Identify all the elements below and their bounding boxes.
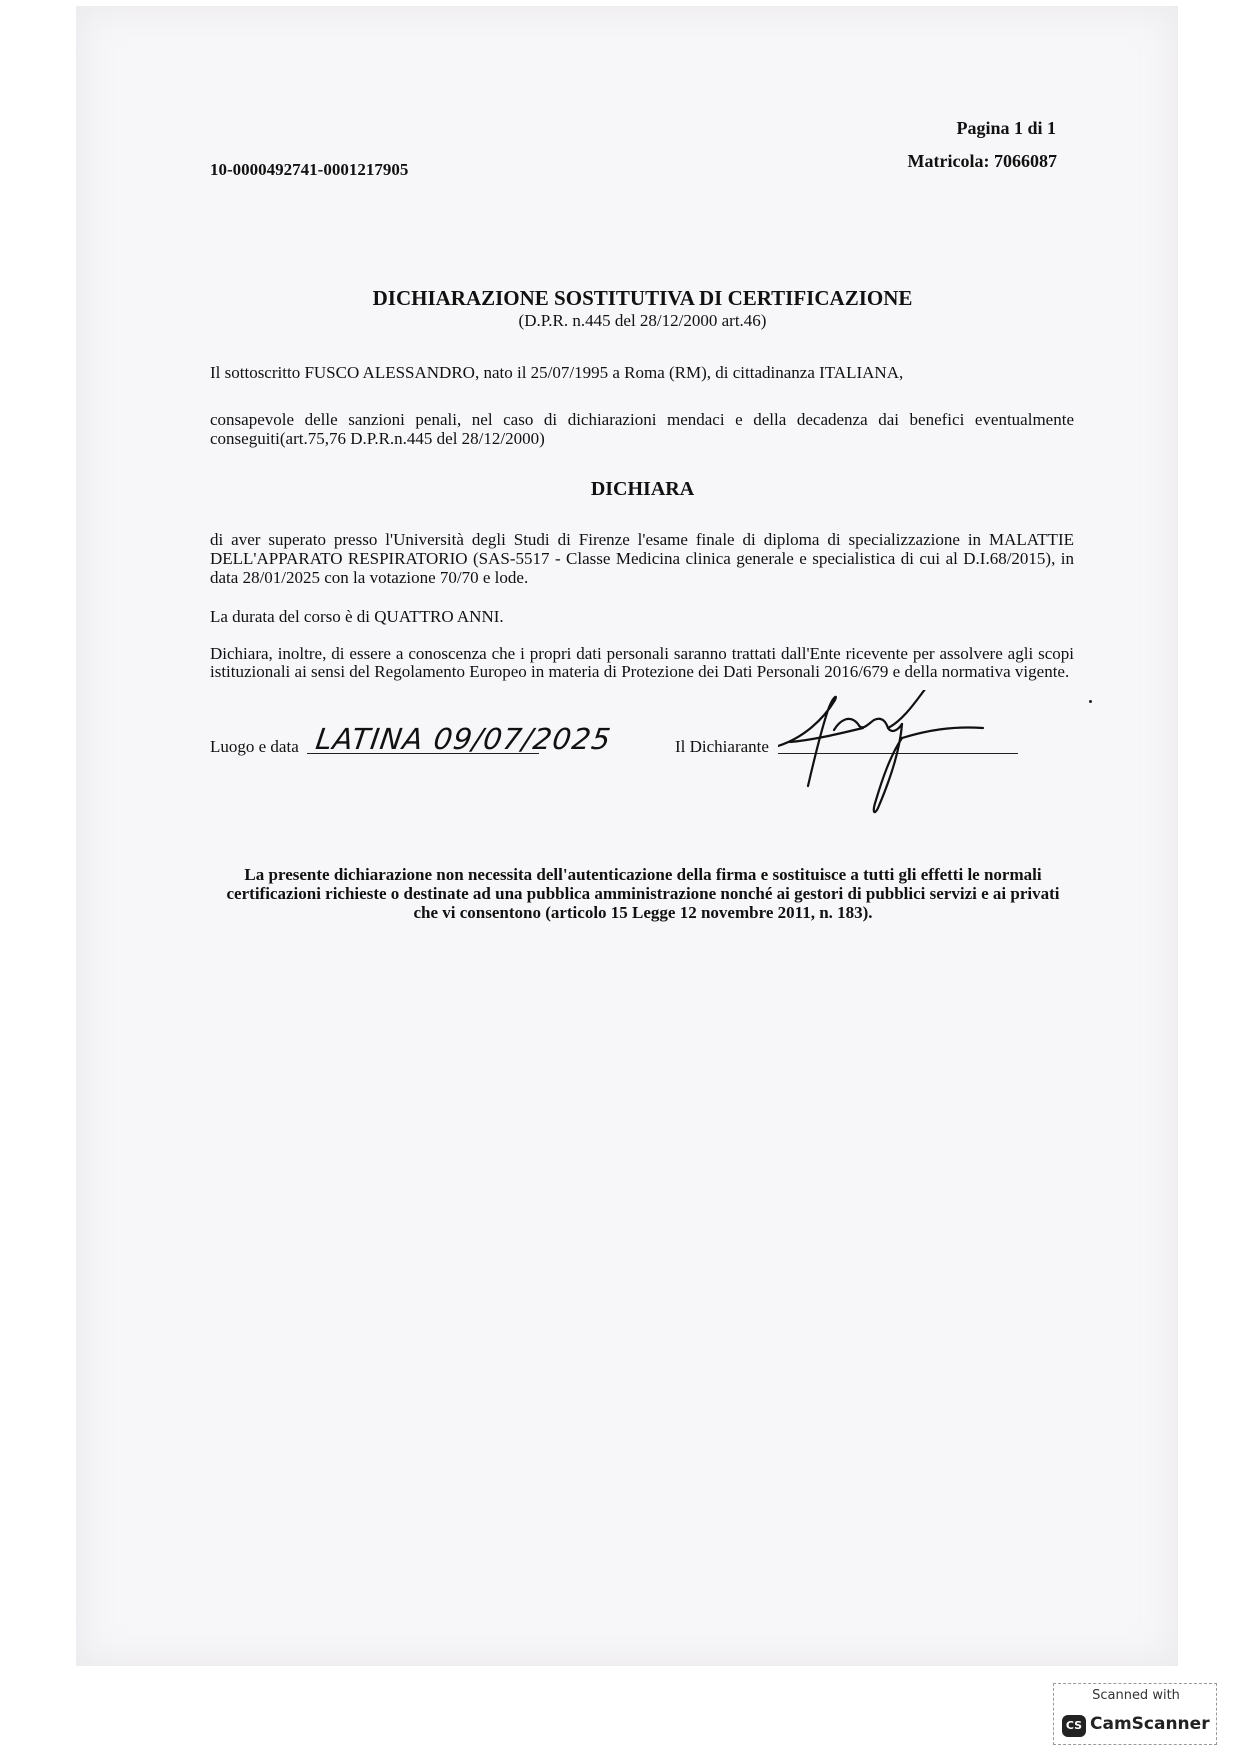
place-date-label: Luogo e data [210, 737, 299, 756]
duration-paragraph: La durata del corso è di QUATTRO ANNI. [210, 607, 504, 626]
camscanner-logo-icon: CS [1062, 1715, 1086, 1737]
scanned-sheet [76, 6, 1178, 1666]
scanner-name: CamScanner [1090, 1714, 1210, 1734]
legal-notice: La presente dichiarazione non necessita dell'autenticazione della firma e sostituisce a tutti gli effetti le normali certificazioni richieste o destinate ad una pubblica amministrazione nonché ai gestori di pubblici servizi e ai privati che vi consentono (articolo 15 Legge 12 novembre 2011, n. 183). [226, 865, 1060, 922]
scanner-caption: Scanned with [1092, 1688, 1180, 1703]
document-subtitle: (D.P.R. n.445 del 28/12/2000 art.46) [518, 311, 767, 330]
document-title: DICHIARAZIONE SOSTITUTIVA DI CERTIFICAZIONE [372, 286, 913, 310]
privacy-paragraph: Dichiara, inoltre, di essere a conoscenza che i propri dati personali saranno trattati dall'Ente ricevente per assolvere agli scopi istituzionali ai sensi del Regolamento Europeo in materia di Protezione dei Dati Personali 2016/679 e della normativa vigente. [210, 644, 1074, 681]
declaration-paragraph: di aver superato presso l'Università degli Studi di Firenze l'esame finale di diploma di specializzazione in MALATTIE DELL'APPARATO RESPIRATORIO (SAS-5517 - Classe Medicina clinica generale e specialistica di cui al D.I.68/2015), in data 28/01/2025 con la votazione 70/70 e lode. [210, 530, 1074, 587]
registration-number: Matricola: 7066087 [907, 151, 1057, 171]
handwritten-signature [778, 690, 1018, 820]
declares-heading: DICHIARA [590, 478, 695, 500]
document-code: 10-0000492741-0001217905 [210, 160, 409, 179]
declarant-intro: Il sottoscritto FUSCO ALESSANDRO, nato il 25/07/1995 a Roma (RM), di cittadinanza ITALIANA, [210, 363, 904, 382]
place-date-handwritten: LATINA 09/07/2025 [313, 722, 614, 756]
camscanner-badge [1053, 1683, 1217, 1745]
awareness-paragraph: consapevole delle sanzioni penali, nel caso di dichiarazioni mendaci e della decadenza dai benefici eventualmente conseguiti(art.75,76 D.P.R.n.445 del 28/12/2000) [210, 410, 1074, 448]
stray-ink-dot [1089, 700, 1092, 703]
page-number: Pagina 1 di 1 [956, 118, 1056, 138]
declarant-label: Il Dichiarante [675, 737, 769, 756]
